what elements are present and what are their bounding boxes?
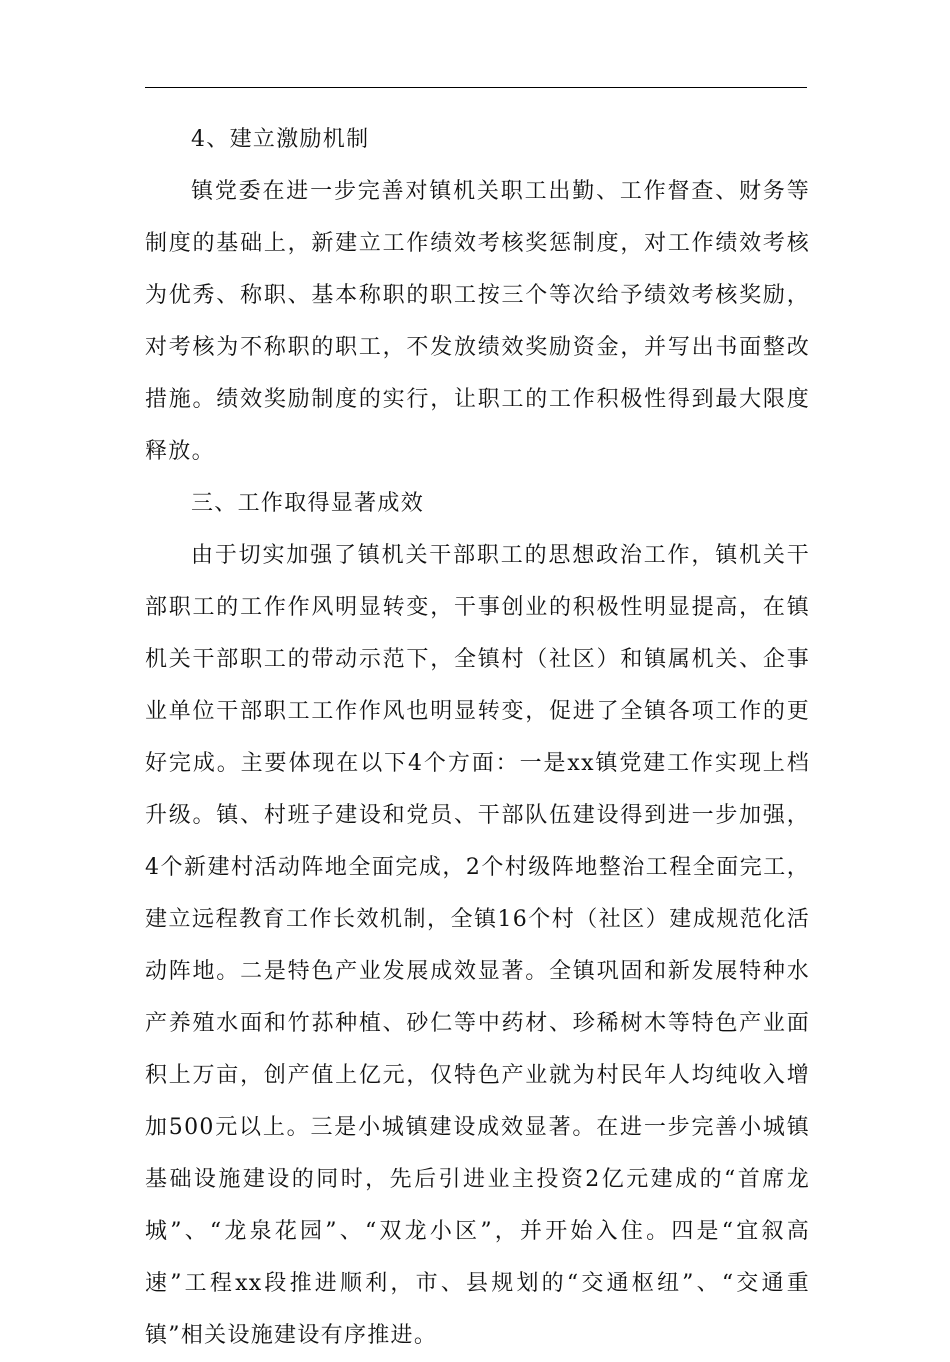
document-body <box>145 114 810 1362</box>
paragraph-results: 由于切实加强了镇机关干部职工的思想政治工作，镇机关干部职工的工作作风明显转变，干事创业的积极性明显提高，在镇机关干部职工的带动示范下，全镇村（社区）和镇属机关、企事业单位干部职工工作作风也明显转变，促进了全镇各项工作的更好完成。主要体现在以下4个方面：一是xx镇党建工作实现上档升级。镇、村班子建设和党员、干部队伍建设得到进一步加强，4个新建村活动阵地全面完成，2个村级阵地整治工程全面完工，建立远程教育工作长效机制，全镇16个村（社区）建成规范化活动阵地。二是特色产业发展成效显著。全镇巩固和新发展特种水产养殖水面和竹荪种植、砂仁等中药材、珍稀树木等特色产业面积上万亩，创产值上亿元，仅特色产业就为村民年人均纯收入增加500元以上。三是小城镇建设成效显著。在进一步完善小城镇基础设施建设的同时，先后引进业主投资2亿元建成的“首席龙城”、“龙泉花园”、“双龙小区”，并开始入住。四是“宜叙高速”工程xx段推进顺利，市、县规划的“交通枢纽”、“交通重镇”相关设施建设有序推进。 <box>145 543 810 1348</box>
paragraph-incentive-system: 镇党委在进一步完善对镇机关职工出勤、工作督查、财务等制度的基础上，新建立工作绩效考核奖惩制度，对工作绩效考核为优秀、称职、基本称职的职工按三个等次给予绩效考核奖励，对考核为不称职的职工，不发放绩效奖励资金，并写出书面整改措施。绩效奖励制度的实行，让职工的工作积极性得到最大限度释放。 <box>145 179 810 464</box>
header-rule <box>145 87 807 88</box>
section-heading-incentive-mechanism: 4、建立激励机制 <box>191 127 370 152</box>
section-heading-results: 三、工作取得显著成效 <box>191 491 425 516</box>
